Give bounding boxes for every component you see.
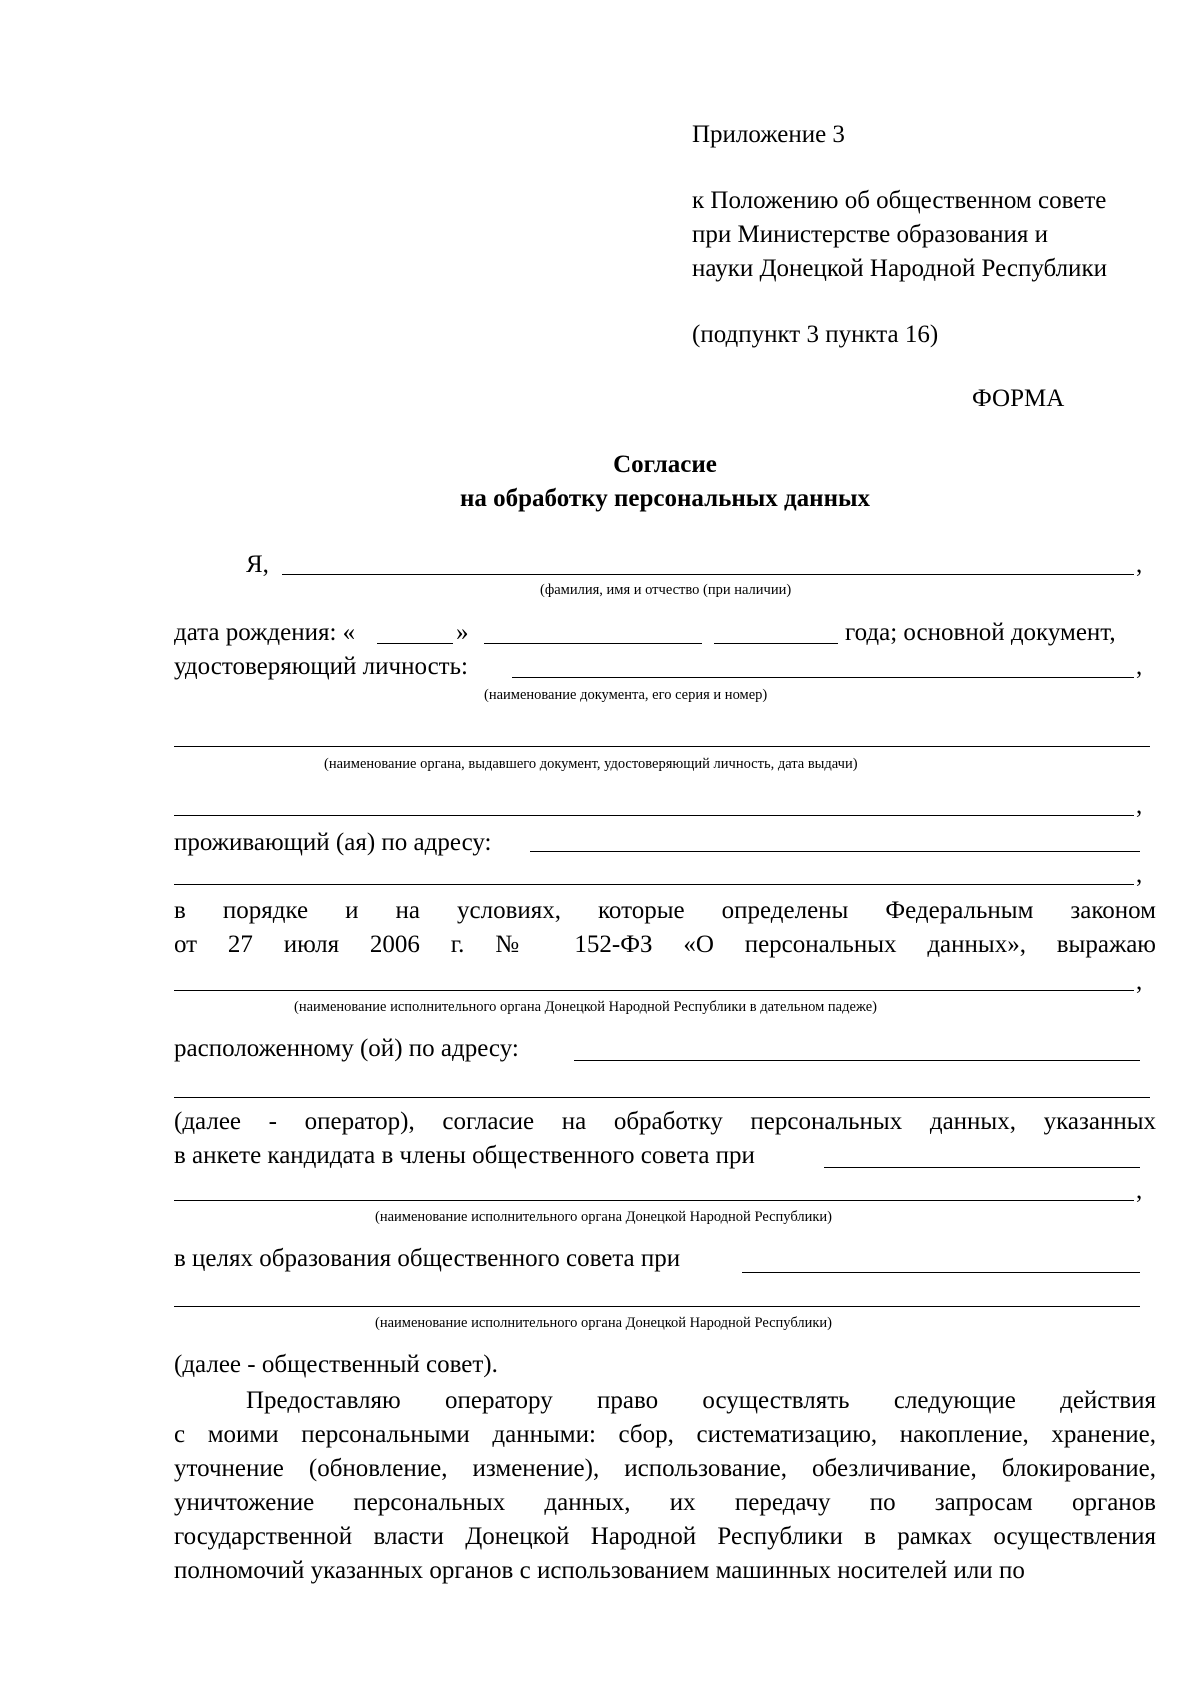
issuer-caption: (наименование органа, выдавшего документ, удостоверяющий личность, дата выдачи) — [324, 756, 858, 772]
dob-day-field[interactable] — [377, 643, 453, 644]
address-field[interactable] — [530, 851, 1140, 852]
located-label: расположенному (ой) по адресу: — [174, 1035, 519, 1062]
i-prefix: Я, — [246, 551, 269, 578]
dob-label: дата рождения: « — [174, 619, 356, 646]
council-organ-field-2[interactable] — [174, 1200, 1134, 1201]
purpose-organ-field-2[interactable] — [174, 1306, 1140, 1307]
address-field-2[interactable] — [174, 884, 1134, 885]
purpose-label: в целях образования общественного совета при — [174, 1245, 681, 1272]
regulation-line-2: при Министерстве образования и — [692, 221, 1049, 248]
law-line-2: от 27 июля 2006 г. № 152-ФЗ «О персональных данных», выражаю — [174, 931, 1156, 958]
id-document-caption: (наименование документа, его серия и номер) — [484, 687, 768, 703]
organ-caption: (наименование исполнительного органа Донецкой Народной Республики) — [375, 1209, 833, 1225]
appendix-number: Приложение 3 — [692, 121, 845, 148]
id-document-field[interactable] — [512, 677, 1134, 678]
comma: , — [1136, 968, 1143, 995]
para-line-5: государственной власти Донецкой Народной Республики в рамках осуществления — [174, 1523, 1156, 1550]
para-line-3: уточнение (обновление, изменение), использование, обезличивание, блокирование, — [174, 1455, 1156, 1482]
comma: , — [1136, 653, 1143, 680]
comma: , — [1136, 861, 1143, 888]
council-organ-field[interactable] — [824, 1167, 1140, 1168]
purpose-organ-field[interactable] — [742, 1272, 1140, 1273]
organ-dative-field[interactable] — [174, 990, 1134, 991]
issuer-field-2[interactable] — [174, 815, 1134, 816]
organ-dative-caption: (наименование исполнительного органа Донецкой Народной Республики в дательном падеже) — [294, 999, 877, 1015]
dob-year-text: года; основной документ, — [845, 619, 1116, 646]
comma: , — [1136, 792, 1143, 819]
subclause-reference: (подпункт 3 пункта 16) — [692, 321, 939, 348]
council-note: (далее - общественный совет). — [174, 1351, 498, 1378]
organ-caption-2: (наименование исполнительного органа Донецкой Народной Республики) — [375, 1315, 833, 1331]
residing-label: проживающий (ая) по адресу: — [174, 829, 492, 856]
comma: , — [1136, 1177, 1143, 1204]
document-title: Согласие — [613, 451, 717, 478]
located-address-field[interactable] — [574, 1060, 1140, 1061]
document-subtitle: на обработку персональных данных — [460, 485, 870, 512]
issuer-field[interactable] — [174, 746, 1150, 747]
located-address-field-2[interactable] — [174, 1097, 1150, 1098]
fio-field-line[interactable] — [282, 574, 1134, 575]
dob-year-field[interactable] — [714, 643, 838, 644]
regulation-line-3: науки Донецкой Народной Республики — [692, 255, 1107, 282]
para-line-2: с моими персональными данными: сбор, систематизацию, накопление, хранение, — [174, 1421, 1156, 1448]
fio-caption: (фамилия, имя и отчество (при наличии) — [540, 582, 792, 598]
operator-line-1: (далее - оператор), согласие на обработку персональных данных, указанных — [174, 1108, 1156, 1135]
law-line-1: в порядке и на условиях, которые определены Федеральным законом — [174, 897, 1156, 924]
comma: , — [1136, 551, 1143, 578]
dob-month-field[interactable] — [484, 643, 702, 644]
para-line-1: Предоставляю оператору право осуществлять следующие действия — [246, 1387, 1156, 1414]
id-label: удостоверяющий личность: — [174, 653, 468, 680]
para-line-4: уничтожение персональных данных, их передачу по запросам органов — [174, 1489, 1156, 1516]
regulation-line-1: к Положению об общественном совете — [692, 187, 1107, 214]
para-line-6: полномочий указанных органов с использованием машинных носителей или по — [174, 1557, 1025, 1584]
dob-close-quote: » — [456, 619, 469, 646]
operator-line-2: в анкете кандидата в члены общественного совета при — [174, 1142, 755, 1169]
form-label: ФОРМА — [972, 385, 1065, 412]
